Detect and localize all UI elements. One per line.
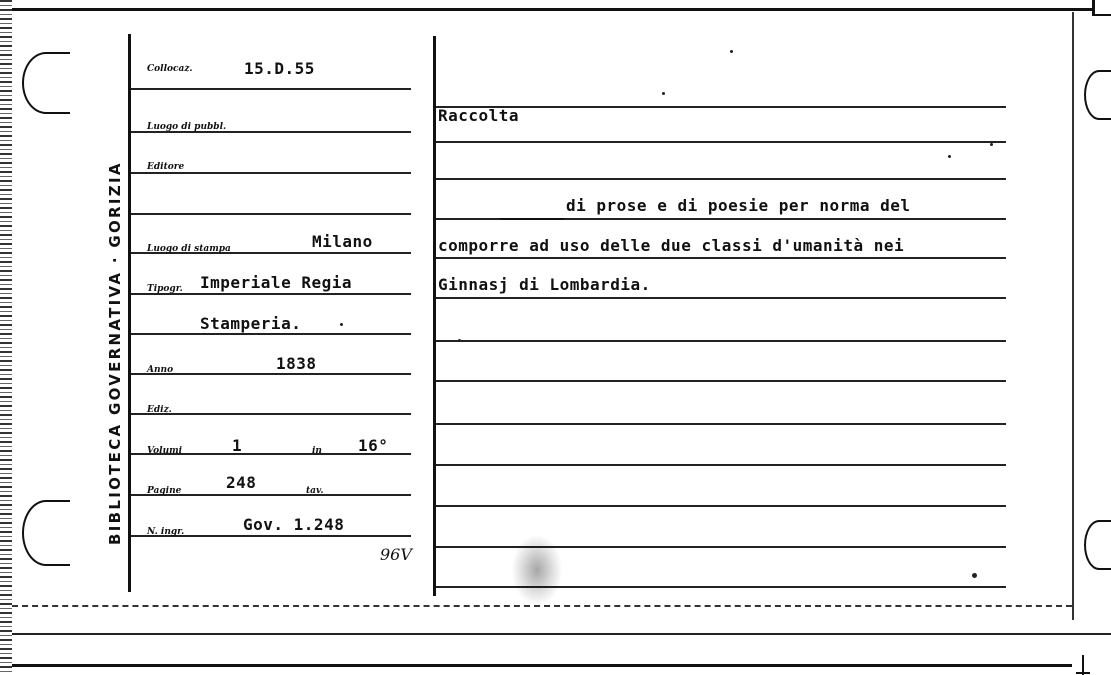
- rule-left-9: [131, 413, 411, 415]
- center-divider-line: [433, 36, 436, 596]
- title-line-3: comporre ad uso delle due classi d'umanità nei: [438, 236, 905, 255]
- rule-right-5: [436, 257, 1006, 259]
- rule-left-1: [131, 88, 411, 90]
- rule-right-3: [436, 178, 1006, 180]
- rule-right-1: [436, 106, 1006, 108]
- label-tipografia: Tipogr.: [147, 284, 183, 294]
- value-collocazione: 15.D.55: [244, 59, 315, 78]
- value-tipografia: Imperiale Regia: [200, 273, 352, 292]
- label-collocazione: Collocaz.: [147, 64, 193, 74]
- rule-right-8: [436, 380, 1006, 382]
- punch-hole-right-top: [1084, 70, 1111, 120]
- label-tavole: tav.: [306, 486, 324, 496]
- rule-left-4: [131, 213, 411, 215]
- library-stamp: BIBLIOTECA GOVERNATIVA · GORIZIA: [106, 161, 124, 545]
- title-line-4: Ginnasj di Lombardia.: [438, 275, 651, 294]
- label-in: in: [312, 446, 322, 456]
- rule-left-3: [131, 172, 411, 174]
- punch-hole-right-bottom: [1084, 520, 1111, 570]
- card-right-edge: [1072, 12, 1074, 620]
- rule-right-9: [436, 423, 1006, 425]
- speck-3: [948, 155, 951, 158]
- value-n-ingr: Gov. 1.248: [243, 515, 345, 534]
- speck-5: [972, 573, 977, 578]
- bottom-right-foot: [1076, 672, 1090, 674]
- rule-left-7: [131, 333, 411, 335]
- value-anno: 1838: [276, 354, 317, 373]
- rule-right-10: [436, 464, 1006, 466]
- handwritten-note: 96V: [380, 545, 412, 564]
- rule-right-7: [436, 340, 1006, 342]
- speck-2: [662, 92, 665, 95]
- label-volumi: Volumi: [147, 446, 183, 456]
- label-n-ingr: N. ingr.: [147, 527, 185, 537]
- value-luogo-stampa: Milano: [312, 232, 373, 251]
- speck-7: [458, 339, 461, 342]
- bottom-rule-1: [12, 633, 1111, 635]
- rule-right-11: [436, 505, 1006, 507]
- title-line-1: Raccolta: [438, 106, 520, 125]
- label-anno: Anno: [147, 365, 174, 375]
- punch-hole-top: [22, 52, 70, 114]
- left-margin-line: [128, 34, 131, 592]
- label-pagine: Pagine: [147, 486, 182, 496]
- label-luogo-pubbl: Luogo di pubbl.: [147, 122, 227, 132]
- speck-1: [730, 50, 733, 53]
- title-indent-rule: [500, 218, 564, 220]
- speck-6: [340, 323, 343, 326]
- scan-edge-left: [0, 0, 12, 675]
- value-formato: 16°: [358, 436, 389, 455]
- title-line-2: di prose e di poesie per norma del: [566, 196, 911, 215]
- rule-right-2: [436, 141, 1006, 143]
- rule-right-6: [436, 297, 1006, 299]
- top-right-tick: [1092, 14, 1111, 16]
- label-editore: Editore: [147, 162, 185, 172]
- label-luogo-stampa: Luogo di stampa: [147, 244, 231, 254]
- label-edizione: Ediz.: [147, 405, 172, 415]
- bottom-rule-2: [12, 664, 1072, 667]
- value-pagine: 248: [226, 473, 257, 492]
- top-rule: [12, 8, 1092, 11]
- value-tipografia-cont: Stamperia.: [200, 314, 302, 333]
- speck-4: [990, 143, 993, 146]
- card-bottom-edge: [12, 605, 1072, 607]
- punch-hole-bottom: [22, 500, 70, 566]
- ink-smudge: [512, 535, 562, 605]
- value-volumi: 1: [232, 436, 243, 455]
